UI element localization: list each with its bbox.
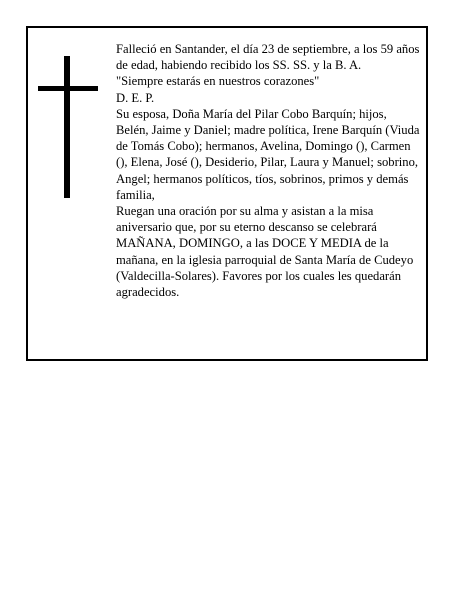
family-list: Su esposa, Doña María del Pilar Cobo Barquín; hijos, Belén, Jaime y Daniel; madre política, Irene Barquín (Viuda de Tomás Cobo); hermanos, Avelina, Domingo (), Carmen (), Elena, José (), Desiderio, Pilar, Laura y Manuel; sobrino, Angel; hermanos políticos, tíos, sobrinos, primos y demás familia, [116, 106, 420, 202]
death-announcement: Falleció en Santander, el día 23 de septiembre, a los 59 años de edad, habiendo recibido los SS. SS. y la B. A. [116, 42, 420, 73]
latin-cross-icon [38, 56, 98, 198]
notice-text [116, 41, 422, 300]
memorial-quote: "Siempre estarás en nuestros corazones" [116, 74, 320, 89]
mass-invitation: Ruegan una oración por su alma y asistan a la misa aniversario que, por su eterno descanso se celebrará MAÑANA, DOMINGO, a las DOCE Y MEDIA de la mañana, en la iglesia parroquial de Santa María de Cudeyo (Valdecilla-Solares). Favores por los cuales les quedarán agradecidos. [116, 204, 414, 300]
rest-in-peace: D. E. P. [116, 90, 155, 105]
obituary-notice [26, 26, 428, 361]
cross-horizontal-bar [38, 86, 98, 91]
cross-vertical-bar [64, 56, 70, 198]
